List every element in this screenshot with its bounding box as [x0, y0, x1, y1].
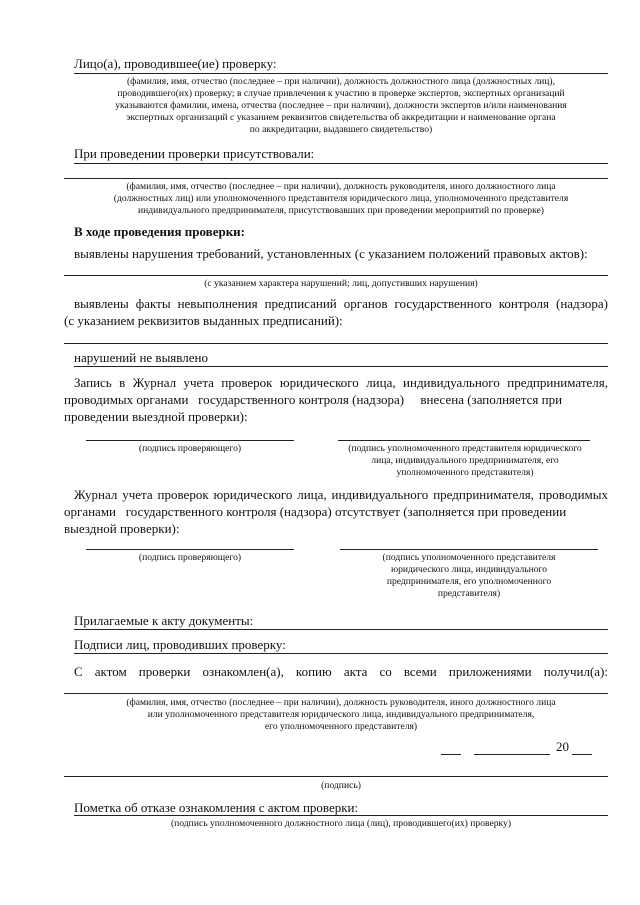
journal-entry-inspector-signature-caption: (подпись проверяющего) [138, 443, 242, 454]
refusal-label: Пометка об отказе ознакомления с актом проверки: [74, 800, 359, 815]
no-violations-underline[interactable] [74, 366, 608, 367]
acquainted-text: С актом проверки ознакомлен(а), копию акта со всеми приложениями получил(а): [74, 664, 608, 679]
refusal-underline[interactable] [74, 815, 608, 816]
journal-absent-line-2: органами государственного контроля (надзора) отсутствует (заполняется при проведении [64, 504, 567, 519]
present-caption: (фамилия, имя, отчество (последнее – при наличии), должность руководителя, иного должностного лица (должностных лиц) или уполномоченного представителя юридического лица, уполномоченного представителя индивидуального предпринимателя, присутствовавших при проведении мероприятий по проверке) [113, 181, 569, 216]
course-heading: В ходе проведения проверки: [74, 224, 245, 239]
signatures-underline[interactable] [74, 653, 608, 654]
acquainted-caption: (фамилия, имя, отчество (последнее – при наличии), должность руководителя, иного должностного лица или уполномоченного представителя юридического лица, индивидуального предпринимателя, его уполномоченного представителя) [126, 697, 556, 732]
present-line-2[interactable] [64, 178, 608, 179]
violations-text: выявлены нарушения требований, установленных (с указанием положений правовых актов): [74, 246, 588, 261]
date-month-blank[interactable] [474, 754, 550, 755]
present-label: При проведении проверки присутствовали: [74, 146, 315, 161]
nonfulfillment-line-1: выявлены факты невыполнения предписаний органов государственного контроля (надзора) [74, 296, 608, 311]
signatures-label: Подписи лиц, проводивших проверку: [74, 637, 286, 652]
date-day-blank[interactable] [441, 754, 461, 755]
journal-absent-inspector-signature-caption: (подпись проверяющего) [138, 552, 242, 563]
no-violations-label: нарушений не выявлено [74, 350, 208, 365]
journal-entry-line-3: проведении выездной проверки): [64, 409, 248, 424]
violations-line[interactable] [64, 275, 608, 276]
acquainted-signature-line[interactable] [64, 776, 608, 777]
acquainted-line[interactable] [64, 693, 608, 694]
journal-entry-line-2: проводимых органами государственного контроля (надзора) внесена (заполняется при [64, 392, 563, 407]
violations-caption: (с указанием характера нарушений; лиц, допустивших нарушения) [204, 278, 478, 289]
nonfulfillment-line[interactable] [64, 343, 608, 344]
inspector-caption: (фамилия, имя, отчество (последнее – при наличии), должность должностного лица (должностных лиц), проводившего(их) проверку; в случае привлечения к участию в проверке экспертов, экспертных организаций указываются фамилии, имена, отчества (последнее – при наличии), должности экспертов и/или наименования экспертных организаций с указанием реквизитов свидетельства об аккредитации и наименование органа по аккредитации, выдавшего свидетельство) [115, 76, 567, 135]
acquainted-signature-caption: (подпись) [321, 780, 361, 791]
date-year-prefix: 20 [556, 739, 569, 754]
journal-entry-inspector-signature-line[interactable] [86, 440, 294, 441]
inspector-underline[interactable] [74, 73, 608, 74]
date-year-blank[interactable] [572, 754, 592, 755]
journal-absent-inspector-signature-line[interactable] [86, 549, 294, 550]
journal-absent-line-1: Журнал учета проверок юридического лица, индивидуального предпринимателя, проводимых [74, 487, 608, 502]
journal-entry-line-1: Запись в Журнал учета проверок юридического лица, индивидуального предпринимателя, [74, 375, 608, 390]
attached-label: Прилагаемые к акту документы: [74, 613, 254, 628]
journal-entry-representative-signature-line[interactable] [338, 440, 590, 441]
refusal-caption: (подпись уполномоченного должностного лица (лиц), проводившего(их) проверку) [170, 818, 512, 829]
present-underline[interactable] [74, 163, 608, 164]
journal-entry-representative-signature-caption: (подпись уполномоченного представителя юридического лица, индивидуального предпринимателя, его уполномоченного представителя) [348, 443, 582, 478]
nonfulfillment-line-2: (с указанием реквизитов выданных предписаний): [64, 313, 343, 328]
inspector-label: Лицо(а), проводившее(ие) проверку: [74, 56, 277, 71]
journal-absent-representative-signature-line[interactable] [340, 549, 598, 550]
journal-absent-representative-signature-caption: (подпись уполномоченного представителя юридического лица, индивидуального предпринимателя, его уполномоченного представителя) [382, 552, 556, 599]
attached-underline[interactable] [74, 629, 608, 630]
journal-absent-line-3: выездной проверки): [64, 521, 180, 536]
